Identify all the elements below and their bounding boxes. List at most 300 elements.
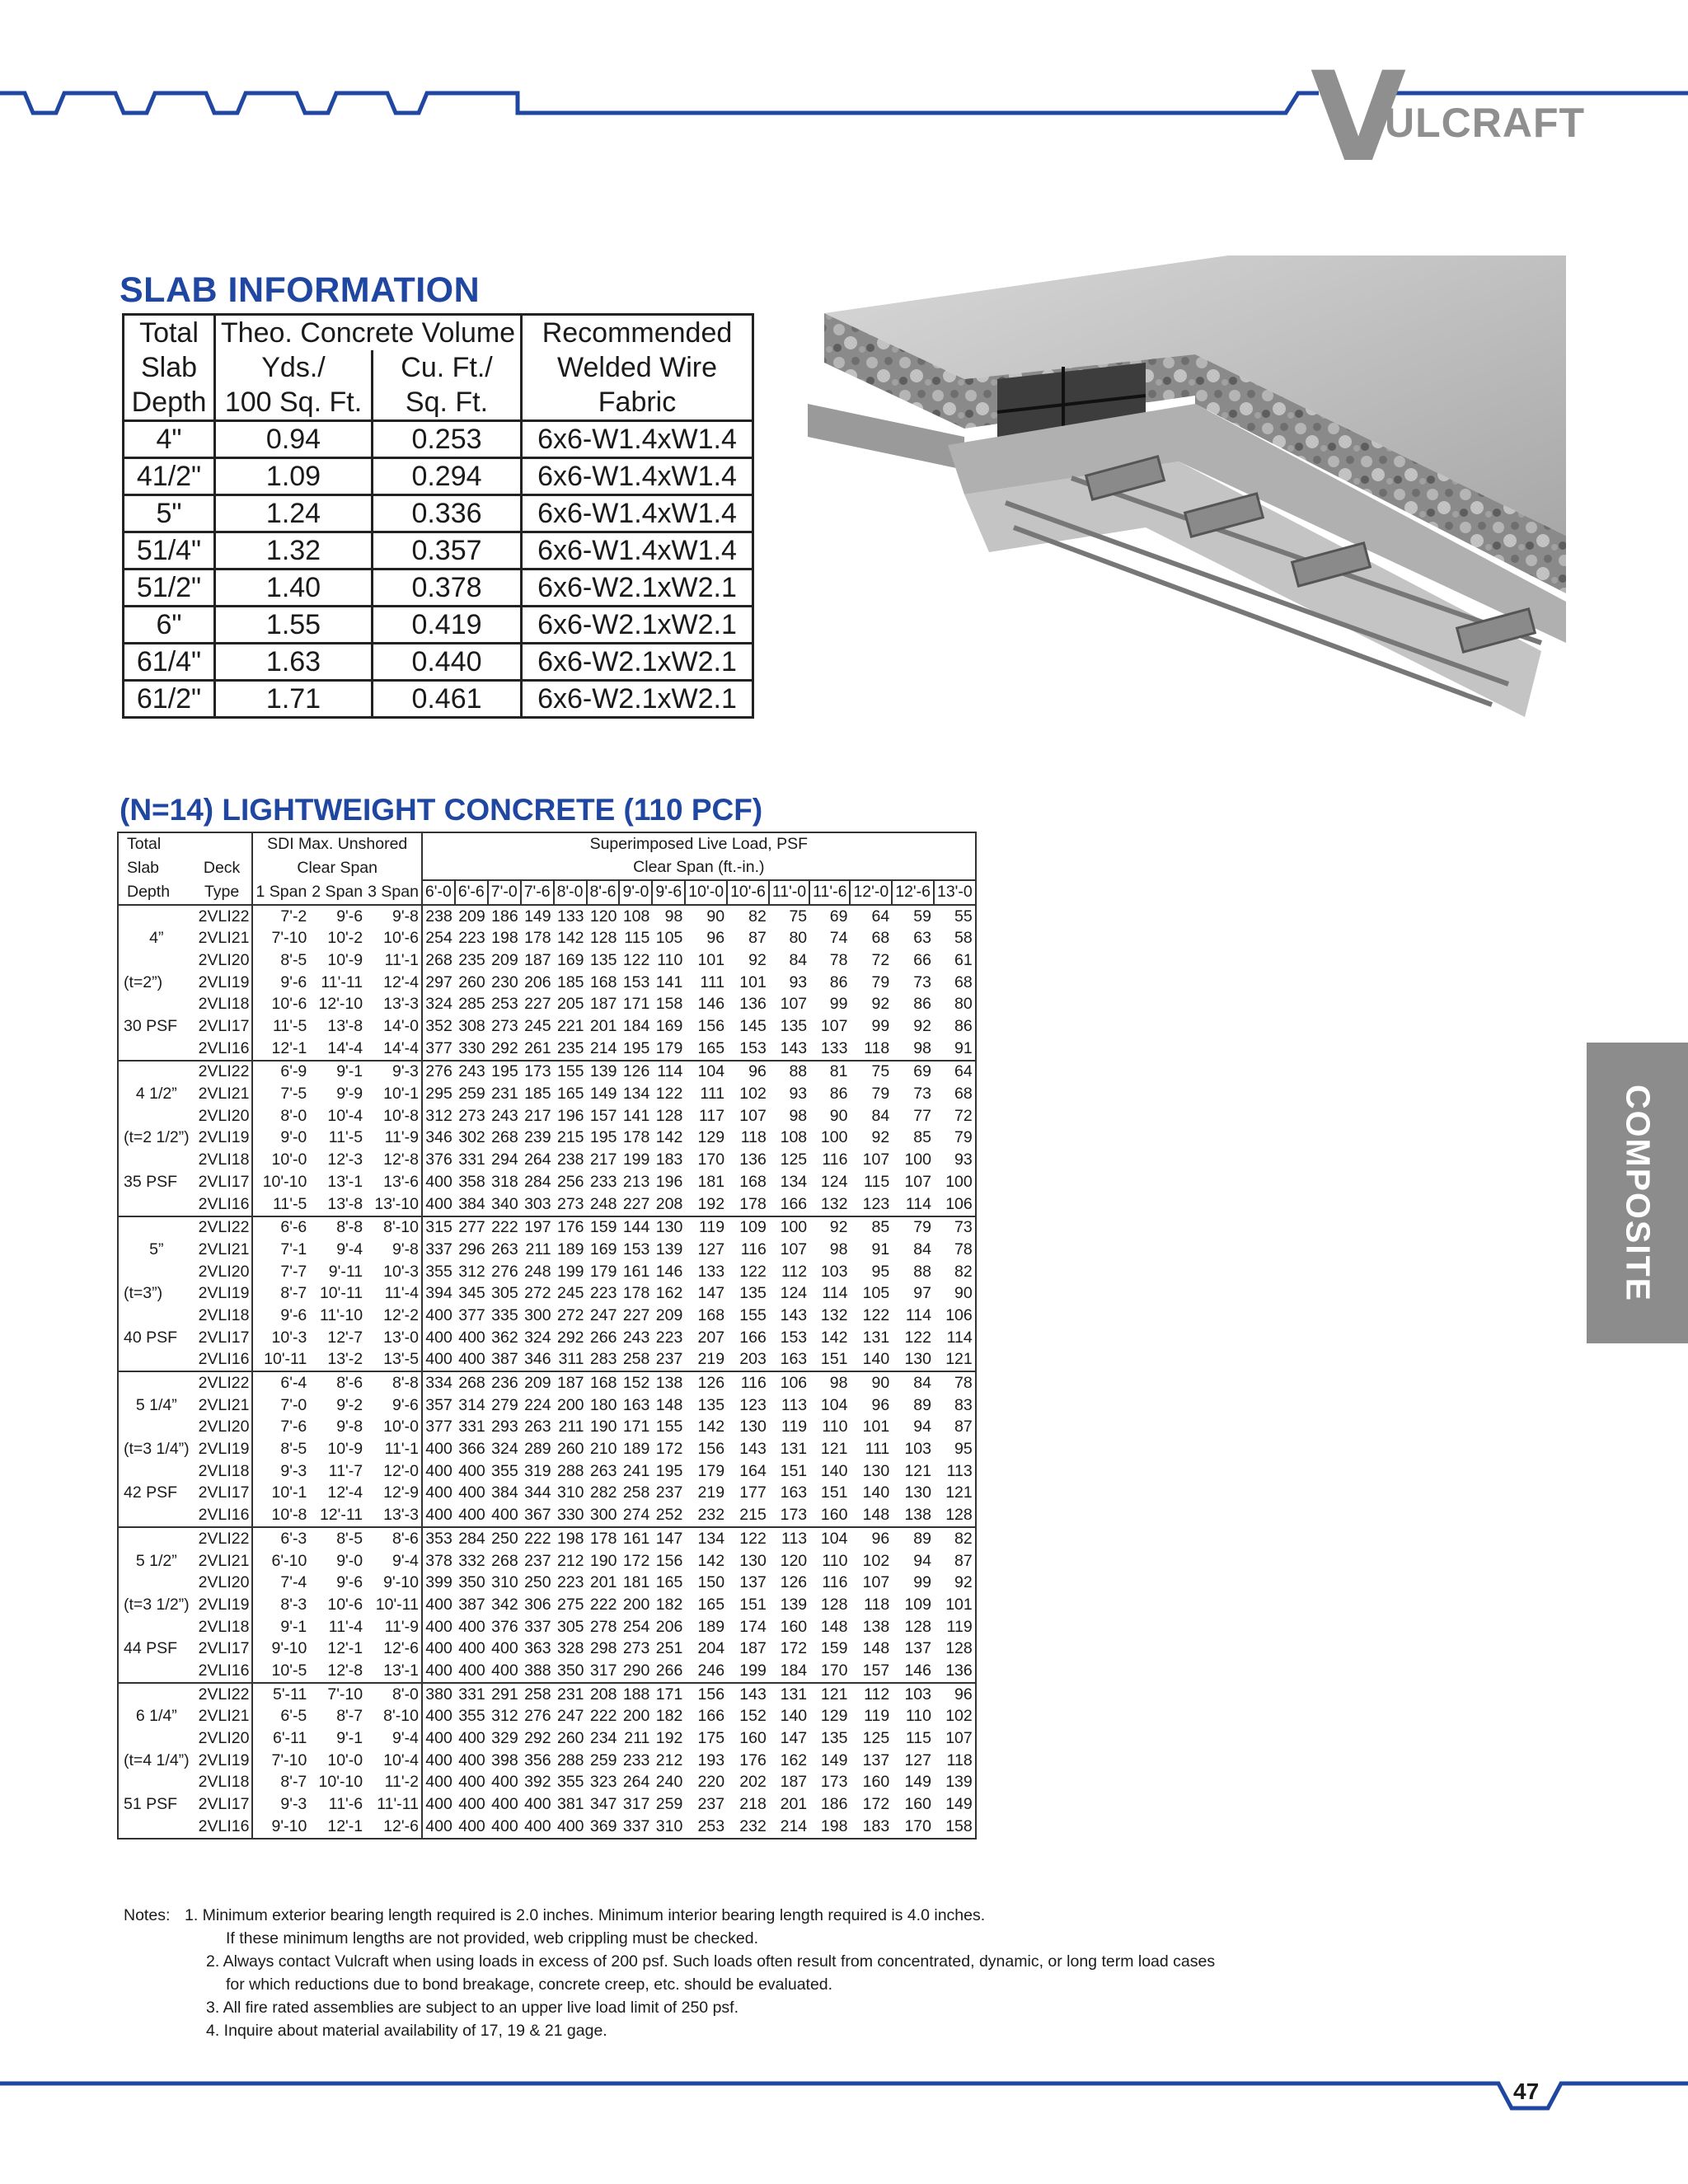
live-load-cell: 170 xyxy=(892,1816,934,1839)
slab-cell-fabric: 6x6-W1.4xW1.4 xyxy=(522,532,753,569)
live-load-cell: 369 xyxy=(587,1816,620,1839)
live-load-cell: 98 xyxy=(829,1374,848,1393)
unshored-span-cell: 12'-4 xyxy=(327,1483,363,1502)
live-load-cell: 388 xyxy=(521,1660,554,1683)
live-load-cell: 84 xyxy=(871,1106,890,1125)
deck-type-cell: 2VLI20 xyxy=(198,1418,250,1436)
live-load-cell: 90 xyxy=(706,907,725,926)
live-load-cell: 86 xyxy=(829,1085,848,1104)
live-load-cell: 93 xyxy=(789,1085,808,1104)
live-load-cell: 128 xyxy=(820,1595,848,1614)
live-load-cell: 79 xyxy=(871,972,890,991)
live-load-cell: 223 xyxy=(458,929,485,948)
live-load-cell: 302 xyxy=(458,1128,485,1147)
live-load-cell: 400 xyxy=(455,1505,488,1528)
live-load-cell: 347 xyxy=(589,1795,617,1814)
live-load-cell: 165 xyxy=(655,1573,683,1592)
live-load-cell: 114 xyxy=(905,1305,931,1324)
live-load-cell: 139 xyxy=(934,1772,976,1794)
header-100sqft: 100 Sq. Ft. xyxy=(215,385,373,421)
live-load-cell: 237 xyxy=(697,1795,725,1814)
live-load-cell: 124 xyxy=(780,1284,808,1303)
unshored-span-cell: 11'-11 xyxy=(377,1795,419,1814)
header-clear-span-col: 12'-0 xyxy=(850,880,892,905)
load-table-row xyxy=(118,1483,976,1505)
live-load-cell: 93 xyxy=(934,1150,976,1172)
live-load-cell: 119 xyxy=(781,1418,808,1436)
live-load-cell: 344 xyxy=(524,1483,551,1502)
live-load-cell: 282 xyxy=(589,1483,617,1502)
live-load-cell: 248 xyxy=(524,1262,551,1281)
slab-depth-label: (t=3”) xyxy=(118,1283,192,1305)
live-load-cell: 96 xyxy=(871,1529,890,1548)
header-clear-span-ftin: Clear Span (ft.-in.) xyxy=(422,856,976,880)
live-load-cell: 376 xyxy=(422,1150,455,1172)
live-load-cell: 123 xyxy=(850,1193,892,1216)
live-load-cell: 188 xyxy=(622,1685,650,1704)
live-load-cell: 181 xyxy=(697,1172,725,1191)
deck-type-cell: 2VLI22 xyxy=(198,1529,250,1548)
unshored-span-cell: 11'-11 xyxy=(321,972,363,991)
live-load-cell: 78 xyxy=(934,1239,976,1261)
live-load-cell: 74 xyxy=(829,929,848,948)
live-load-cell: 400 xyxy=(422,1305,455,1327)
live-load-cell: 190 xyxy=(589,1551,617,1570)
live-load-cell: 72 xyxy=(934,1105,976,1127)
deck-type-cell: 2VLI19 xyxy=(198,1284,250,1303)
live-load-cell: 168 xyxy=(697,1305,725,1324)
live-load-cell: 217 xyxy=(589,1151,617,1169)
live-load-cell: 290 xyxy=(619,1660,652,1683)
live-load-cell: 355 xyxy=(556,1773,584,1792)
live-load-cell: 96 xyxy=(934,1683,976,1706)
live-load-cell: 376 xyxy=(491,1617,518,1636)
slab-depth-label xyxy=(118,1371,192,1394)
live-load-cell: 142 xyxy=(697,1551,725,1570)
live-load-cell: 399 xyxy=(422,1572,455,1595)
live-load-cell: 187 xyxy=(589,995,617,1014)
live-load-cell: 185 xyxy=(524,1085,551,1104)
slab-cell-fabric: 6x6-W1.4xW1.4 xyxy=(522,421,753,458)
live-load-cell: 141 xyxy=(622,1106,650,1125)
unshored-span-cell: 9'-6 xyxy=(252,1305,309,1327)
live-load-cell: 82 xyxy=(934,1261,976,1283)
live-load-cell: 400 xyxy=(458,1617,485,1636)
header-sqft: Sq. Ft. xyxy=(373,385,522,421)
live-load-cell: 152 xyxy=(739,1707,767,1726)
live-load-cell: 139 xyxy=(589,1062,617,1081)
slab-depth-label xyxy=(118,1505,192,1528)
slab-cell-yds: 0.94 xyxy=(215,421,373,458)
live-load-cell: 195 xyxy=(491,1062,518,1081)
live-load-cell: 166 xyxy=(769,1193,809,1216)
slab-row xyxy=(124,569,753,607)
unshored-span-cell: 10'-1 xyxy=(383,1085,419,1104)
live-load-cell: 110 xyxy=(822,1551,848,1570)
live-load-cell: 345 xyxy=(458,1284,485,1303)
live-load-cell: 166 xyxy=(697,1707,725,1726)
live-load-cell: 330 xyxy=(455,1038,488,1061)
live-load-cell: 209 xyxy=(491,950,518,969)
unshored-span-cell: 12'-6 xyxy=(365,1816,422,1839)
live-load-cell: 305 xyxy=(491,1284,518,1303)
live-load-cell: 223 xyxy=(589,1284,617,1303)
load-table-row xyxy=(118,1239,976,1261)
live-load-cell: 124 xyxy=(820,1172,848,1191)
live-load-cell: 209 xyxy=(655,1305,683,1324)
live-load-cell: 87 xyxy=(934,1550,976,1572)
live-load-cell: 87 xyxy=(934,1417,976,1439)
live-load-cell: 166 xyxy=(739,1328,767,1347)
live-load-cell: 130 xyxy=(655,1218,683,1237)
live-load-cell: 251 xyxy=(655,1639,683,1658)
live-load-cell: 186 xyxy=(491,907,518,926)
header-span-1: 1 Span xyxy=(252,880,309,905)
load-table-row xyxy=(118,1171,976,1193)
note-3: 3. All fire rated assemblies are subject to an upper live load limit of 250 psf. xyxy=(206,1999,739,2017)
live-load-cell: 231 xyxy=(491,1085,518,1104)
slab-cell-yds: 1.40 xyxy=(215,569,373,607)
live-load-cell: 149 xyxy=(904,1773,931,1792)
live-load-cell: 400 xyxy=(422,1660,455,1683)
slab-depth-label xyxy=(118,1038,192,1061)
live-load-cell: 100 xyxy=(904,1151,931,1169)
live-load-cell: 176 xyxy=(739,1750,767,1769)
live-load-cell: 130 xyxy=(904,1483,931,1502)
live-load-cell: 83 xyxy=(934,1394,976,1417)
live-load-cell: 143 xyxy=(739,1440,767,1459)
live-load-cell: 323 xyxy=(589,1773,617,1792)
live-load-cell: 147 xyxy=(697,1284,725,1303)
live-load-cell: 366 xyxy=(458,1440,485,1459)
live-load-cell: 178 xyxy=(727,1193,769,1216)
unshored-span-cell: 8'-5 xyxy=(252,949,309,972)
live-load-cell: 227 xyxy=(622,1305,650,1324)
live-load-cell: 172 xyxy=(780,1639,808,1658)
live-load-cell: 187 xyxy=(739,1639,767,1658)
load-table-row xyxy=(118,1127,976,1150)
live-load-cell: 151 xyxy=(809,1349,850,1372)
live-load-cell: 163 xyxy=(622,1395,650,1414)
live-load-cell: 93 xyxy=(789,972,808,991)
live-load-cell: 260 xyxy=(556,1440,584,1459)
unshored-span-cell: 7'-10 xyxy=(252,1750,309,1772)
live-load-cell: 198 xyxy=(556,1529,584,1548)
live-load-cell: 81 xyxy=(829,1062,848,1081)
live-load-cell: 128 xyxy=(589,929,617,948)
unshored-span-cell: 6'-6 xyxy=(252,1216,309,1240)
live-load-cell: 171 xyxy=(622,995,650,1014)
deck-type-cell: 2VLI18 xyxy=(198,1305,250,1324)
live-load-cell: 160 xyxy=(780,1617,808,1636)
live-load-cell: 211 xyxy=(624,1729,650,1748)
unshored-span-cell: 10'-0 xyxy=(252,1150,309,1172)
header-clear-span-col: 12'-6 xyxy=(892,880,934,905)
live-load-cell: 120 xyxy=(589,907,617,926)
vulcraft-logo-v: V xyxy=(1311,46,1404,190)
live-load-cell: 200 xyxy=(622,1707,650,1726)
live-load-cell: 149 xyxy=(589,1085,617,1104)
unshored-span-cell: 6'-3 xyxy=(252,1527,309,1550)
live-load-cell: 306 xyxy=(524,1595,551,1614)
live-load-cell: 400 xyxy=(521,1816,554,1839)
live-load-cell: 94 xyxy=(913,1551,931,1570)
slab-cell-cuft: 0.378 xyxy=(373,569,522,607)
unshored-span-cell: 6'-4 xyxy=(252,1371,309,1394)
live-load-cell: 277 xyxy=(458,1218,485,1237)
live-load-cell: 214 xyxy=(587,1038,620,1061)
slab-depth-label: 6 1/4” xyxy=(118,1706,192,1728)
unshored-span-cell: 12'-8 xyxy=(309,1660,365,1683)
unshored-span-cell: 13'-3 xyxy=(365,1505,422,1528)
unshored-span-cell: 13'-8 xyxy=(327,1017,363,1036)
live-load-cell: 104 xyxy=(820,1529,848,1548)
header-total: Total xyxy=(124,315,215,351)
slab-cell-yds: 1.63 xyxy=(215,644,373,681)
unshored-span-cell: 12'-4 xyxy=(383,972,419,991)
live-load-cell: 268 xyxy=(422,949,455,972)
live-load-cell: 331 xyxy=(458,1685,485,1704)
live-load-cell: 158 xyxy=(934,1816,976,1839)
slab-depth-label xyxy=(118,905,192,928)
live-load-cell: 180 xyxy=(589,1395,617,1414)
unshored-span-cell: 14'-4 xyxy=(365,1038,422,1061)
live-load-cell: 73 xyxy=(913,972,931,991)
live-load-cell: 400 xyxy=(488,1816,521,1839)
slab-cell-cuft: 0.294 xyxy=(373,458,522,495)
live-load-cell: 98 xyxy=(789,1106,808,1125)
unshored-span-cell: 14'-0 xyxy=(383,1017,419,1036)
load-table-row xyxy=(118,1660,976,1683)
live-load-cell: 215 xyxy=(556,1128,584,1147)
unshored-span-cell: 8'-0 xyxy=(252,1105,309,1127)
deck-type-cell: 2VLI21 xyxy=(198,1395,250,1414)
live-load-cell: 153 xyxy=(622,972,650,991)
live-load-cell: 122 xyxy=(862,1305,890,1324)
live-load-cell: 102 xyxy=(739,1085,767,1104)
live-load-cell: 105 xyxy=(655,929,683,948)
live-load-cell: 107 xyxy=(934,1727,976,1750)
unshored-span-cell: 12'-1 xyxy=(252,1038,309,1061)
live-load-cell: 172 xyxy=(655,1440,683,1459)
load-table-row xyxy=(118,1550,976,1572)
live-load-cell: 197 xyxy=(524,1218,551,1237)
live-load-cell: 139 xyxy=(655,1240,683,1258)
load-table-row xyxy=(118,1394,976,1417)
live-load-cell: 303 xyxy=(521,1193,554,1216)
live-load-cell: 99 xyxy=(913,1573,931,1592)
unshored-span-cell: 9'-9 xyxy=(336,1085,363,1104)
unshored-span-cell: 7'-5 xyxy=(252,1084,309,1106)
load-table-row xyxy=(118,1750,976,1772)
slab-cell-depth: 6" xyxy=(124,607,215,644)
live-load-cell: 135 xyxy=(589,950,617,969)
live-load-cell: 317 xyxy=(587,1660,620,1683)
deck-type-cell: 2VLI16 xyxy=(192,1038,253,1061)
deck-type-cell: 2VLI21 xyxy=(198,929,250,948)
live-load-cell: 206 xyxy=(524,972,551,991)
load-table-row xyxy=(118,1371,976,1394)
live-load-cell: 98 xyxy=(664,907,683,926)
live-load-cell: 317 xyxy=(622,1795,650,1814)
live-load-cell: 400 xyxy=(488,1660,521,1683)
live-load-cell: 92 xyxy=(934,1572,976,1595)
live-load-cell: 174 xyxy=(739,1617,767,1636)
live-load-cell: 217 xyxy=(524,1106,551,1125)
live-load-cell: 266 xyxy=(652,1660,685,1683)
slab-depth-label: 30 PSF xyxy=(118,1015,192,1038)
live-load-cell: 111 xyxy=(865,1440,890,1459)
live-load-cell: 258 xyxy=(524,1685,551,1704)
live-load-cell: 276 xyxy=(524,1707,551,1726)
live-load-cell: 104 xyxy=(820,1395,848,1414)
unshored-span-cell: 7'-6 xyxy=(252,1417,309,1439)
load-table-row xyxy=(118,972,976,994)
unshored-span-cell: 11'-5 xyxy=(252,1193,309,1216)
slab-cell-depth: 5" xyxy=(124,495,215,532)
live-load-cell: 107 xyxy=(820,1017,848,1036)
live-load-cell: 137 xyxy=(739,1573,767,1592)
slab-depth-label: 5” xyxy=(118,1239,192,1261)
live-load-cell: 207 xyxy=(697,1328,725,1347)
load-table-row xyxy=(118,1283,976,1305)
live-load-cell: 273 xyxy=(554,1193,587,1216)
slab-depth-label: (t=2”) xyxy=(118,972,192,994)
unshored-span-cell: 12'-3 xyxy=(327,1151,363,1169)
live-load-cell: 305 xyxy=(556,1617,584,1636)
live-load-cell: 153 xyxy=(780,1328,808,1347)
load-table-row xyxy=(118,1305,976,1327)
live-load-cell: 400 xyxy=(422,1193,455,1216)
live-load-cell: 400 xyxy=(458,1328,485,1347)
live-load-cell: 158 xyxy=(655,995,683,1014)
unshored-span-cell: 9'-3 xyxy=(392,1062,419,1081)
live-load-cell: 80 xyxy=(934,994,976,1016)
live-load-cell: 400 xyxy=(422,1794,455,1816)
load-table-row xyxy=(118,1327,976,1349)
live-load-cell: 178 xyxy=(589,1529,617,1548)
unshored-span-cell: 11'-10 xyxy=(319,1305,363,1324)
live-load-cell: 95 xyxy=(934,1439,976,1461)
live-load-cell: 346 xyxy=(422,1127,455,1150)
live-load-cell: 107 xyxy=(904,1172,931,1191)
slab-cell-fabric: 6x6-W2.1xW2.1 xyxy=(522,607,753,644)
live-load-cell: 227 xyxy=(524,995,551,1014)
live-load-cell: 68 xyxy=(871,929,890,948)
live-load-cell: 358 xyxy=(458,1172,485,1191)
live-load-cell: 283 xyxy=(587,1349,620,1372)
slab-cell-cuft: 0.336 xyxy=(373,495,522,532)
load-table-row xyxy=(118,1216,976,1240)
load-table-row xyxy=(118,1572,976,1595)
live-load-cell: 350 xyxy=(554,1660,587,1683)
header-theo-volume: Theo. Concrete Volume xyxy=(215,315,522,351)
slab-cell-depth: 41/2" xyxy=(124,458,215,495)
unshored-span-cell: 7'-7 xyxy=(252,1261,309,1283)
live-load-cell: 78 xyxy=(934,1371,976,1394)
live-load-cell: 100 xyxy=(820,1128,848,1147)
live-load-cell: 296 xyxy=(458,1240,485,1258)
slab-row xyxy=(124,607,753,644)
live-load-cell: 300 xyxy=(524,1305,551,1324)
live-load-cell: 400 xyxy=(422,1483,455,1505)
composite-side-tab[interactable] xyxy=(1587,1043,1688,1343)
live-load-cell: 78 xyxy=(829,950,848,969)
live-load-cell: 201 xyxy=(780,1795,808,1814)
slab-depth-label: 40 PSF xyxy=(118,1327,192,1349)
header-clear-span-col: 11'-0 xyxy=(769,880,809,905)
header-deck: Deck xyxy=(203,858,241,877)
live-load-cell: 64 xyxy=(934,1061,976,1084)
live-load-cell: 135 xyxy=(780,1017,808,1036)
slab-depth-label: 4 1/2” xyxy=(118,1084,192,1106)
deck-type-cell: 2VLI17 xyxy=(198,1017,250,1036)
live-load-cell: 400 xyxy=(422,1460,455,1483)
slab-depth-label xyxy=(118,1772,192,1794)
live-load-cell: 176 xyxy=(556,1218,584,1237)
live-load-cell: 380 xyxy=(422,1683,455,1706)
live-load-cell: 157 xyxy=(850,1660,892,1683)
load-table-row xyxy=(118,905,976,928)
unshored-span-cell: 13'-5 xyxy=(365,1349,422,1372)
live-load-cell: 209 xyxy=(458,907,485,926)
live-load-cell: 189 xyxy=(697,1617,725,1636)
slab-depth-label xyxy=(118,1261,192,1283)
slab-cell-depth: 61/2" xyxy=(124,681,215,718)
deck-type-cell: 2VLI16 xyxy=(192,1660,253,1683)
live-load-cell: 163 xyxy=(780,1483,808,1502)
load-table-row xyxy=(118,1084,976,1106)
side-tab-label: COMPOSITE xyxy=(1619,1084,1657,1302)
live-load-cell: 178 xyxy=(622,1128,650,1147)
live-load-cell: 206 xyxy=(655,1617,683,1636)
live-load-cell: 387 xyxy=(488,1349,521,1372)
live-load-cell: 128 xyxy=(934,1505,976,1528)
header-clear-span-col: 8'-0 xyxy=(554,880,587,905)
unshored-span-cell: 7'-10 xyxy=(252,928,309,950)
header-yds: Yds./ xyxy=(215,350,373,385)
live-load-cell: 246 xyxy=(685,1660,727,1683)
header-depth: Depth xyxy=(118,880,192,905)
live-load-cell: 135 xyxy=(739,1284,767,1303)
live-load-cell: 212 xyxy=(556,1551,584,1570)
slab-cell-fabric: 6x6-W2.1xW2.1 xyxy=(522,681,753,718)
live-load-cell: 400 xyxy=(491,1639,518,1658)
live-load-cell: 319 xyxy=(524,1461,551,1480)
live-load-cell: 245 xyxy=(524,1017,551,1036)
unshored-span-cell: 9'-3 xyxy=(252,1794,309,1816)
live-load-cell: 98 xyxy=(892,1038,934,1061)
slab-depth-label xyxy=(118,1527,192,1550)
live-load-cell: 192 xyxy=(655,1729,683,1748)
slab-cell-cuft: 0.461 xyxy=(373,681,522,718)
live-load-cell: 72 xyxy=(871,950,890,969)
live-load-cell: 159 xyxy=(820,1639,848,1658)
live-load-cell: 353 xyxy=(422,1527,455,1550)
live-load-cell: 199 xyxy=(622,1151,650,1169)
live-load-cell: 377 xyxy=(422,1038,455,1061)
live-load-cell: 77 xyxy=(913,1106,931,1125)
live-load-cell: 137 xyxy=(862,1750,890,1769)
unshored-span-cell: 14'-4 xyxy=(309,1038,365,1061)
live-load-cell: 400 xyxy=(422,1439,455,1461)
live-load-cell: 237 xyxy=(655,1483,683,1502)
live-load-cell: 250 xyxy=(491,1529,518,1548)
live-load-cell: 315 xyxy=(422,1216,455,1240)
deck-type-cell: 2VLI17 xyxy=(198,1172,250,1191)
live-load-cell: 99 xyxy=(829,995,848,1014)
live-load-cell: 274 xyxy=(619,1505,652,1528)
